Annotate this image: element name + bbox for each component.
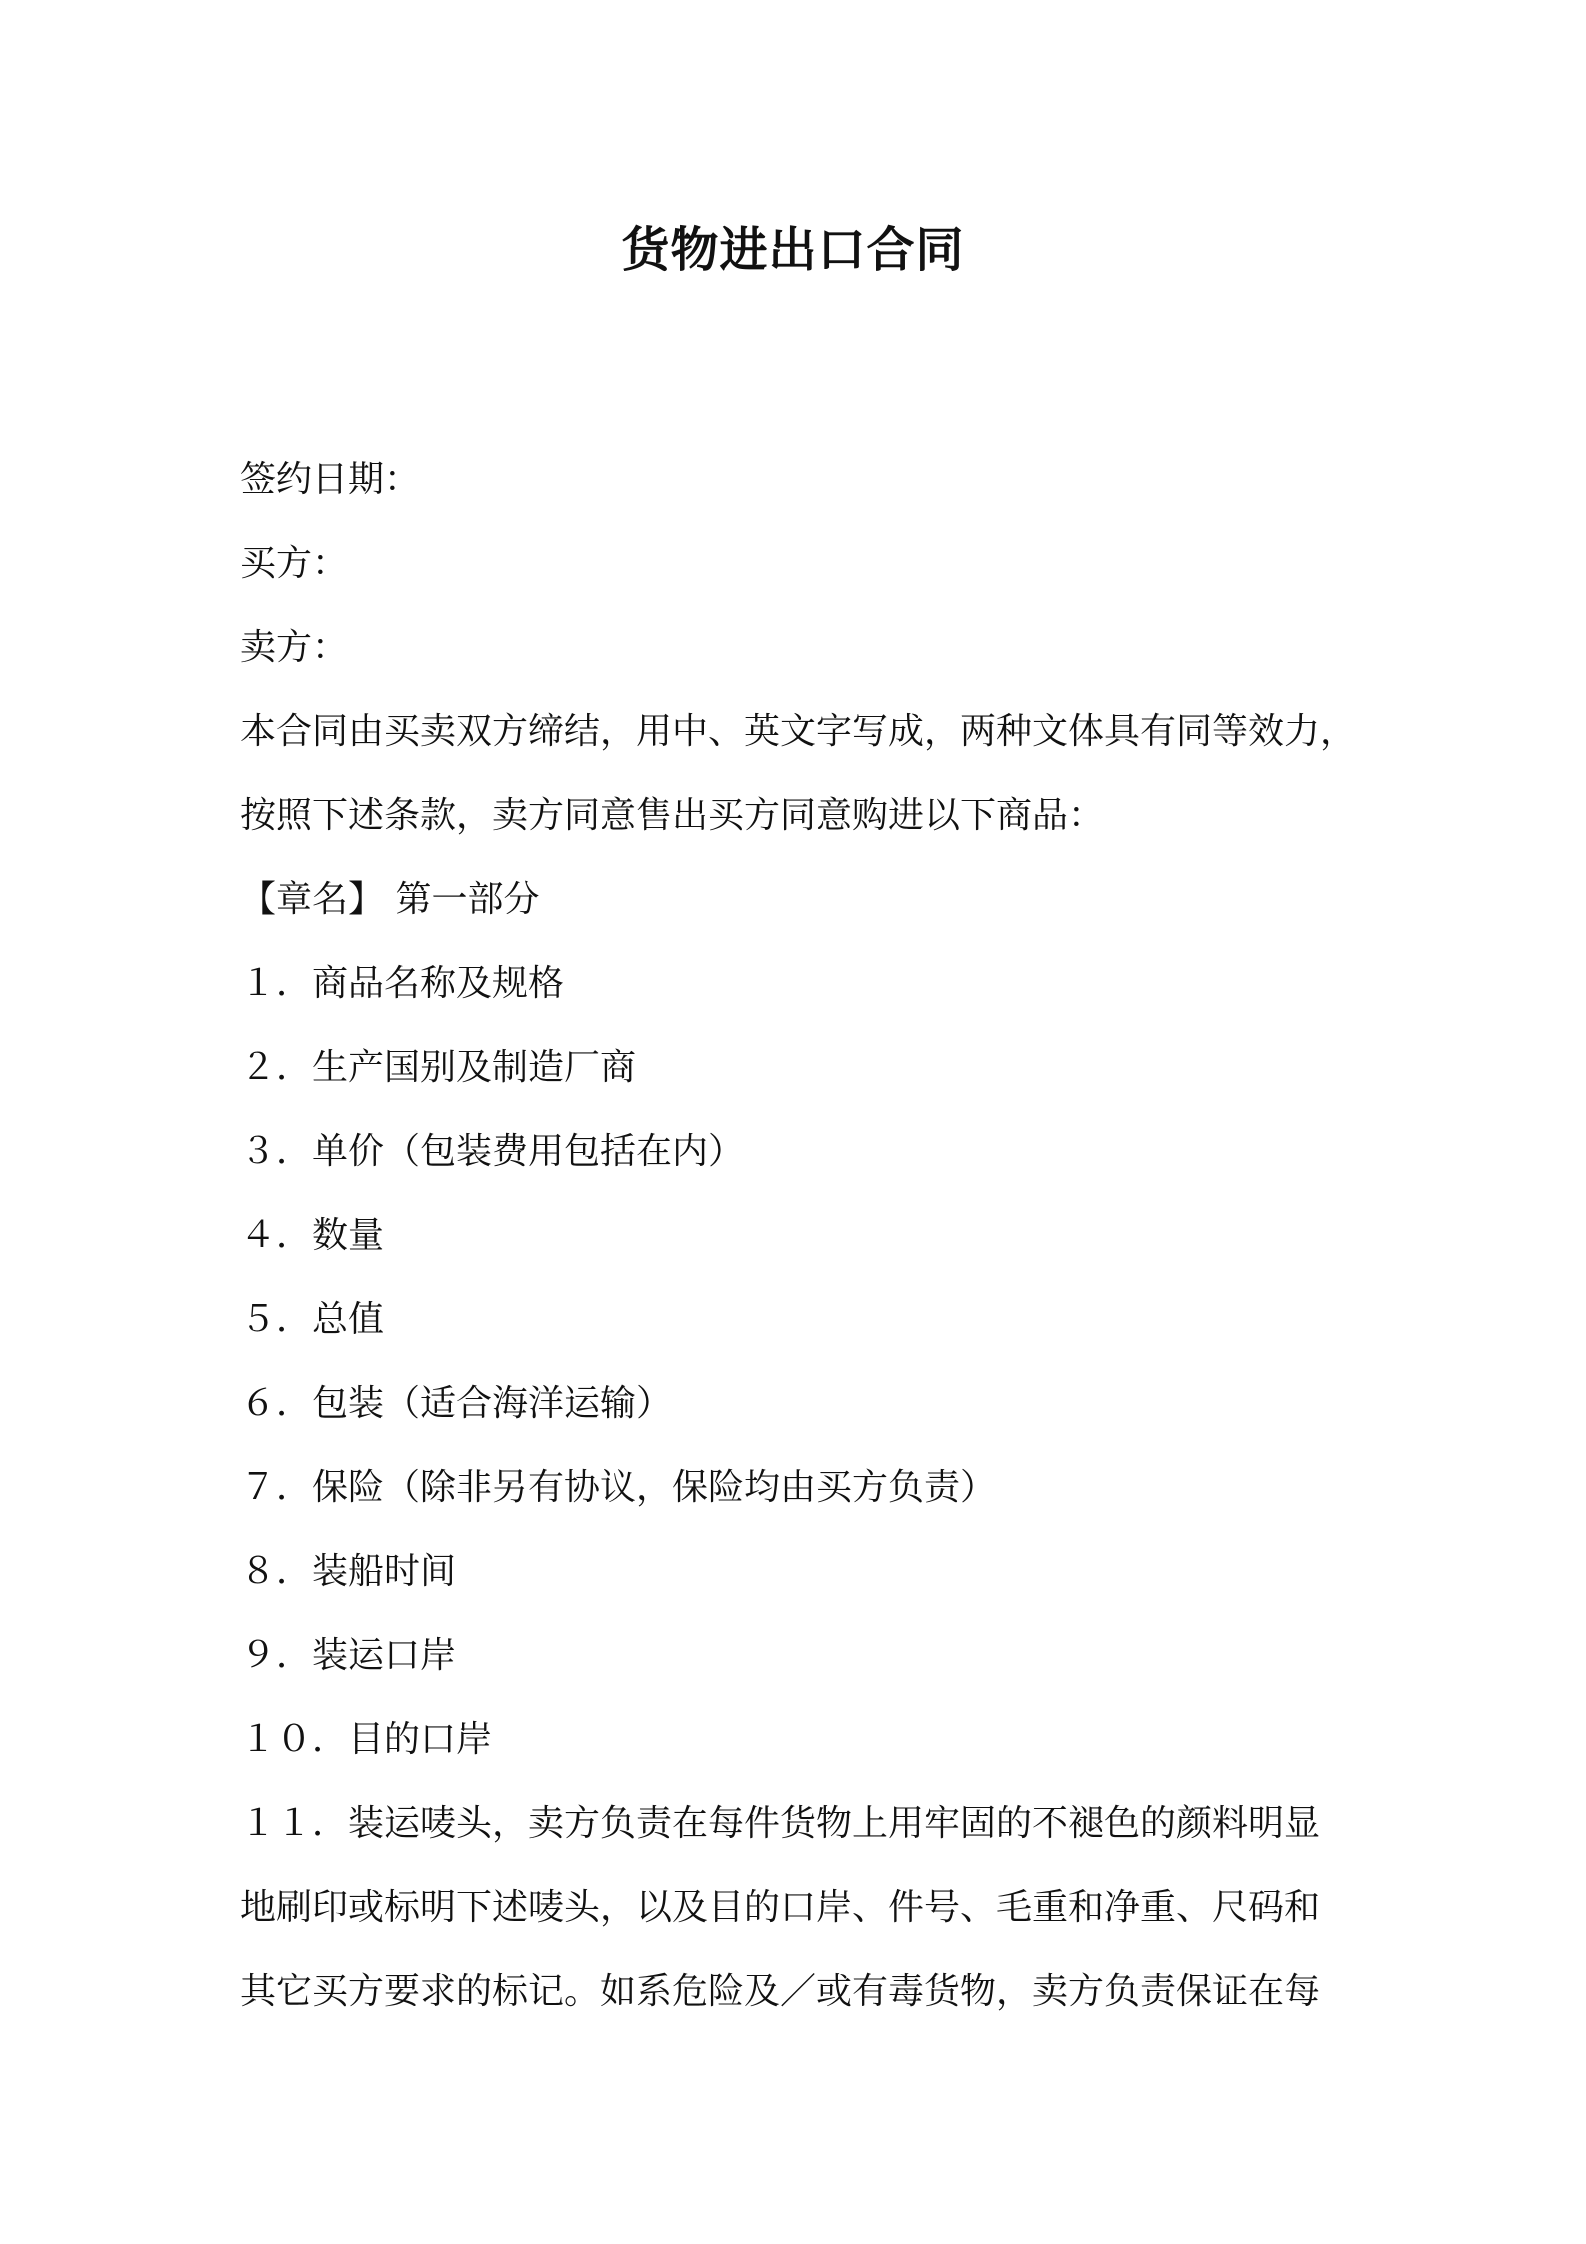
clause-4: ４．数量 bbox=[240, 1215, 385, 1256]
clause-5: ５．总值 bbox=[240, 1299, 385, 1340]
buyer-line: 买方： bbox=[240, 543, 349, 584]
clause-7: ７．保险（除非另有协议，保险均由买方负责） bbox=[240, 1467, 997, 1508]
preamble-line-2: 按照下述条款，卖方同意售出买方同意购进以下商品： bbox=[240, 795, 1105, 836]
clause-11-line-2: 地刷印或标明下述唛头，以及目的口岸、件号、毛重和净重、尺码和 bbox=[240, 1887, 1321, 1928]
clause-11-line-1: １１．装运唛头，卖方负责在每件货物上用牢固的不褪色的颜料明显 bbox=[240, 1803, 1321, 1844]
document-title: 货物进出口合同 bbox=[621, 222, 965, 278]
chapter-heading: 【章名】 第一部分 bbox=[240, 879, 540, 920]
seller-line: 卖方： bbox=[240, 627, 349, 668]
preamble-line-1: 本合同由买卖双方缔结，用中、英文字写成，两种文体具有同等效力， bbox=[240, 711, 1357, 752]
clause-3: ３．单价（包装费用包括在内） bbox=[240, 1131, 745, 1172]
clause-6: ６．包装（适合海洋运输） bbox=[240, 1383, 673, 1424]
clause-2: ２．生产国别及制造厂商 bbox=[240, 1047, 637, 1088]
clause-11-line-3: 其它买方要求的标记。如系危险及／或有毒货物，卖方负责保证在每 bbox=[240, 1971, 1321, 2012]
document-body bbox=[240, 438, 1360, 2034]
signing-date-line: 签约日期： bbox=[240, 459, 421, 500]
clause-8: ８．装船时间 bbox=[240, 1551, 457, 1592]
clause-10: １０．目的口岸 bbox=[240, 1719, 493, 1760]
clause-9: ９．装运口岸 bbox=[240, 1635, 457, 1676]
clause-1: １．商品名称及规格 bbox=[240, 963, 565, 1004]
